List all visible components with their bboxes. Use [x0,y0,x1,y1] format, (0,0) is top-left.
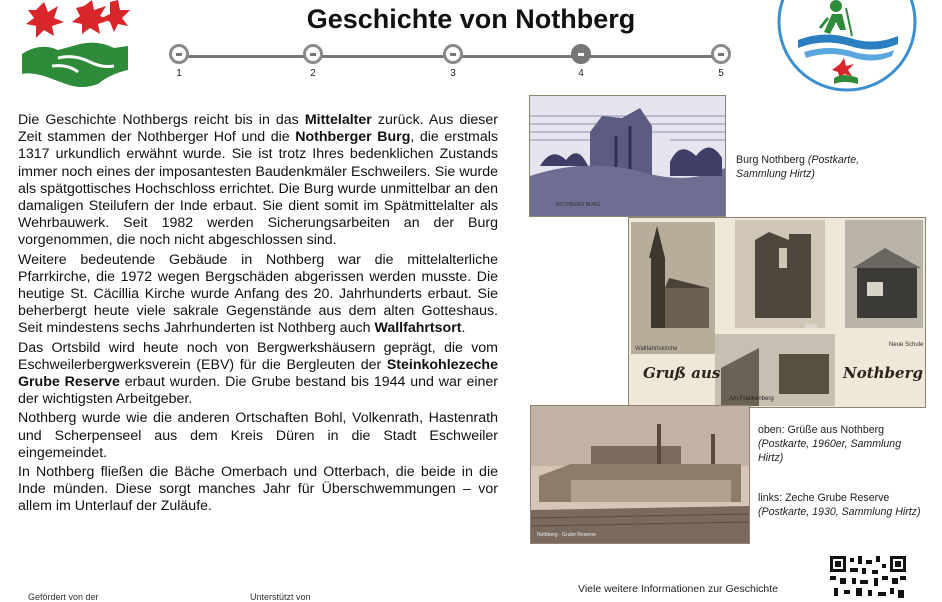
step-4[interactable] [569,44,593,79]
step-marker-icon [303,44,323,64]
castle-drawing-icon [530,96,725,216]
caption-zeche: links: Zeche Grube Reserve (Postkarte, 1930, Sammlung Hirtz) [758,492,921,518]
qr-code-icon[interactable] [830,556,906,600]
step-number: 3 [450,68,456,79]
step-marker-icon [571,44,591,64]
step-3[interactable] [441,44,465,79]
step-1[interactable] [167,44,191,79]
step-marker-icon [443,44,463,64]
caption-burg: Burg Nothberg (Postkarte, Sammlung Hirtz) [736,154,860,180]
paragraph-church: Weitere bedeutende Gebäude in Nothberg war die mittelalterliche Pfarrkirche, die 1972 wegen Bergschäden abgerissen werden musste. Die heutige St. Cäcillia Kirche wurde Anfang des 20. Jahrhunderts erbaut. Sie beherbergt heute viele sakrale Gegenstände aus dem alten Gotteshaus. Seit mindestens sechs Jahrhunderten ist Nothberg auch Wallfahrtsort. [18,251,498,337]
step-marker-icon [169,44,189,64]
page-title: Geschichte von Nothberg [306,4,636,34]
step-5[interactable] [709,44,733,79]
photo-burg-nothberg [529,95,726,217]
label-zeche: Nothberg - Grube Reserve [537,532,596,538]
label-kirche: Wallfahrtskirche [635,346,678,352]
photo-gruss-aus-nothberg [628,217,926,408]
step-number: 1 [176,68,182,79]
step-number: 4 [578,68,584,79]
paragraph-mining: Das Ortsbild wird heute noch von Bergwerkshäusern geprägt, die vom Eschweilerbergwerksverein (EBV) für die Bergleuten der Steinkohlezeche Grube Reserve erbaut wurden. Die Grube bestand bis 1944 und war einer der wichtigsten Arbeitgeber. [18,339,498,408]
footer-more-info: Viele weitere Informationen zur Geschichte [578,583,778,595]
paragraph-middle-ages: Die Geschichte Nothbergs reicht bis in das Mittelalter zurück. Aus dieser Zeit stammen der Nothberger Hof und die Nothberger Burg, die erstmals 1317 urkundlich erwähnt wurde. Sie ist trotz Ihres bedenklichen Zustands immer noch eines der imposantesten Baudenkmäler Eschweilers. Sie wurde als spätgottisches Hochschloss errichtet. Die Burg wurde unmittelbar an den damaligen Steilufern der Inde erbaut. Sie dient somit im Spätmittelalter als Wehrbauwerk. Seit 1982 werden Sicherungsarbeiten an der Burg vorgenommen, die noch nicht abgeschlossen sind. [18,112,499,249]
paragraph-streams: In Nothberg fließen die Bäche Omerbach und Otterbach, die beide in die Inde münden. Diese sorgt manches Jahr für Überschwemmungen – vor allem im Unterlauf der Zuläufe. [18,464,498,515]
photo-burg-label: NOTHBERG BURG [556,202,601,208]
footer-funding: Gefördert von der [28,592,99,602]
hiking-trail-logo-icon [774,0,920,96]
paragraph-incorporation: Nothberg wurde wie die anderen Ortschaften Bohl, Volkenrath, Hastenrath und Scherpenseel aus dem Kreis Düren in die Stadt Eschweiler eingemeindet. [18,410,498,461]
step-number: 5 [718,68,724,79]
history-article [18,112,498,518]
caption-gruss: oben: Grüße aus Nothberg (Postkarte, 1960er, Sammlung Hirtz) [758,424,902,464]
step-2[interactable] [301,44,325,79]
step-number: 2 [310,68,316,79]
coal-mine-photo-icon [531,406,749,543]
photo-zeche-grube-reserve [530,405,750,544]
step-marker-icon [711,44,731,64]
label-gruss: Gruß aus [643,364,721,382]
label-frankenberg: Am Frankenberg [729,396,774,402]
label-schule: Neue Schule [889,342,924,348]
footer-support: Unterstützt von [250,592,311,602]
progress-stepper [160,40,740,84]
label-burg: Burg [805,324,818,330]
label-nothberg: Nothberg [843,364,923,382]
